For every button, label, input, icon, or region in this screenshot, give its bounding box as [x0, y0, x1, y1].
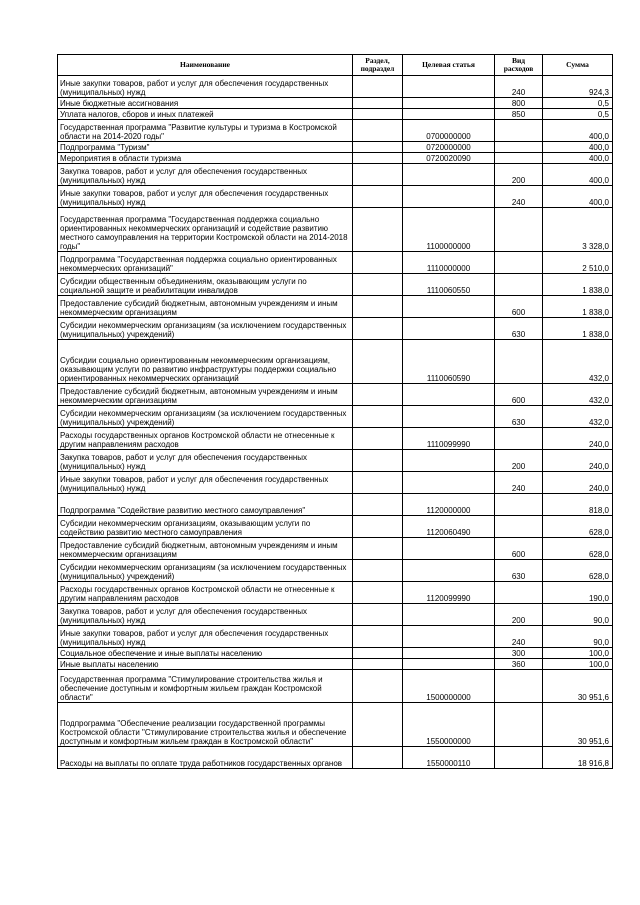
row-sum-cell: 240,0: [543, 472, 613, 494]
row-article-cell: [403, 384, 495, 406]
row-sum-cell: 18 916,8: [543, 747, 613, 769]
row-type-cell: [495, 582, 543, 604]
row-name-cell: Субсидии общественным объединениям, оказывающим услуги по социальной защите и реабилитации инвалидов: [58, 274, 353, 296]
row-name-cell: Уплата налогов, сборов и иных платежей: [58, 109, 353, 120]
table-row: [58, 494, 613, 516]
table-row: [58, 296, 613, 318]
row-type-cell: [495, 747, 543, 769]
table-row: [58, 406, 613, 428]
row-type-cell: [495, 153, 543, 164]
row-name-cell: Иные выплаты населению: [58, 659, 353, 670]
row-type-cell: [495, 340, 543, 384]
row-section-cell: [353, 516, 403, 538]
row-article-cell: [403, 626, 495, 648]
row-name-cell: Иные закупки товаров, работ и услуг для обеспечения государственных (муниципальных) нужд: [58, 626, 353, 648]
row-section-cell: [353, 296, 403, 318]
row-section-cell: [353, 274, 403, 296]
row-name-cell: Субсидии некоммерческим организациям (за исключением государственных (муниципальных) учреждений): [58, 560, 353, 582]
row-article-cell: 1120000000: [403, 494, 495, 516]
row-sum-cell: 3 328,0: [543, 208, 613, 252]
row-name-cell: Подпрограмма "Туризм": [58, 142, 353, 153]
row-article-cell: [403, 450, 495, 472]
row-type-cell: 600: [495, 384, 543, 406]
row-article-cell: 1500000000: [403, 670, 495, 703]
row-section-cell: [353, 164, 403, 186]
budget-table: [57, 54, 613, 769]
row-type-cell: [495, 670, 543, 703]
table-row: [58, 538, 613, 560]
row-name-cell: Подпрограмма "Обеспечение реализации государственной программы Костромской области "Стимулирование строительства жилья и обеспечение доступным и комфортным жильем граждан в Костромской области": [58, 703, 353, 747]
row-section-cell: [353, 252, 403, 274]
row-type-cell: [495, 516, 543, 538]
header-type: Вид расходов: [495, 55, 543, 76]
table-row: [58, 274, 613, 296]
table-row: [58, 384, 613, 406]
row-name-cell: Подпрограмма "Содействие развитию местного самоуправления": [58, 494, 353, 516]
row-article-cell: [403, 406, 495, 428]
row-type-cell: 200: [495, 450, 543, 472]
row-article-cell: 0720000000: [403, 142, 495, 153]
row-section-cell: [353, 604, 403, 626]
row-sum-cell: 400,0: [543, 120, 613, 142]
table-row: [58, 626, 613, 648]
row-sum-cell: 432,0: [543, 384, 613, 406]
row-article-cell: [403, 98, 495, 109]
row-type-cell: 300: [495, 648, 543, 659]
row-section-cell: [353, 384, 403, 406]
row-section-cell: [353, 76, 403, 98]
row-name-cell: Государственная программа "Развитие культуры и туризма в Костромской области на 2014-2020 годы": [58, 120, 353, 142]
row-section-cell: [353, 406, 403, 428]
row-section-cell: [353, 659, 403, 670]
row-section-cell: [353, 450, 403, 472]
table-row: [58, 560, 613, 582]
row-name-cell: Субсидии социально ориентированным некоммерческим организациям, оказывающим услуги по развитию инфраструктуры поддержки социально ориентированных некоммерческих организаций: [58, 340, 353, 384]
table-row: [58, 516, 613, 538]
row-sum-cell: 628,0: [543, 538, 613, 560]
row-name-cell: Субсидии некоммерческим организациям (за исключением государственных (муниципальных) учреждений): [58, 406, 353, 428]
row-sum-cell: 628,0: [543, 560, 613, 582]
row-article-cell: 1100000000: [403, 208, 495, 252]
row-sum-cell: 2 510,0: [543, 252, 613, 274]
table-row: [58, 604, 613, 626]
row-article-cell: [403, 109, 495, 120]
row-sum-cell: 432,0: [543, 406, 613, 428]
row-sum-cell: 100,0: [543, 659, 613, 670]
row-article-cell: [403, 164, 495, 186]
row-section-cell: [353, 670, 403, 703]
row-name-cell: Иные закупки товаров, работ и услуг для обеспечения государственных (муниципальных) нужд: [58, 186, 353, 208]
row-type-cell: 200: [495, 604, 543, 626]
row-article-cell: 1110000000: [403, 252, 495, 274]
row-name-cell: Предоставление субсидий бюджетным, автономным учреждениям и иным некоммерческим организациям: [58, 296, 353, 318]
header-name: Наименование: [58, 55, 353, 76]
table-row: [58, 186, 613, 208]
table-row: [58, 142, 613, 153]
row-article-cell: 1110060550: [403, 274, 495, 296]
row-type-cell: 360: [495, 659, 543, 670]
row-type-cell: [495, 252, 543, 274]
table-row: [58, 109, 613, 120]
row-section-cell: [353, 703, 403, 747]
table-row: [58, 164, 613, 186]
table-row: [58, 670, 613, 703]
table-row: [58, 252, 613, 274]
row-sum-cell: 30 951,6: [543, 703, 613, 747]
table-row: [58, 153, 613, 164]
row-section-cell: [353, 208, 403, 252]
row-section-cell: [353, 186, 403, 208]
row-sum-cell: 924,3: [543, 76, 613, 98]
row-article-cell: [403, 296, 495, 318]
row-type-cell: 240: [495, 186, 543, 208]
row-name-cell: Иные бюджетные ассигнования: [58, 98, 353, 109]
row-article-cell: [403, 648, 495, 659]
row-sum-cell: 0,5: [543, 109, 613, 120]
row-sum-cell: 100,0: [543, 648, 613, 659]
row-name-cell: Расходы на выплаты по оплате труда работников государственных органов: [58, 747, 353, 769]
row-name-cell: Иные закупки товаров, работ и услуг для обеспечения государственных (муниципальных) нужд: [58, 76, 353, 98]
row-type-cell: [495, 428, 543, 450]
row-type-cell: [495, 274, 543, 296]
row-name-cell: Субсидии некоммерческим организациям (за исключением государственных (муниципальных) учреждений): [58, 318, 353, 340]
table-row: [58, 98, 613, 109]
table-row: [58, 648, 613, 659]
row-section-cell: [353, 494, 403, 516]
row-article-cell: [403, 76, 495, 98]
row-type-cell: 600: [495, 538, 543, 560]
row-type-cell: 850: [495, 109, 543, 120]
row-sum-cell: 190,0: [543, 582, 613, 604]
row-type-cell: [495, 494, 543, 516]
row-article-cell: [403, 560, 495, 582]
row-section-cell: [353, 538, 403, 560]
row-sum-cell: 90,0: [543, 604, 613, 626]
row-type-cell: 630: [495, 318, 543, 340]
row-name-cell: Предоставление субсидий бюджетным, автономным учреждениям и иным некоммерческим организациям: [58, 384, 353, 406]
row-type-cell: 240: [495, 76, 543, 98]
row-sum-cell: 1 838,0: [543, 274, 613, 296]
table-row: [58, 582, 613, 604]
header-sum: Сумма: [543, 55, 613, 76]
row-sum-cell: 432,0: [543, 340, 613, 384]
row-article-cell: [403, 604, 495, 626]
row-sum-cell: 0,5: [543, 98, 613, 109]
header-article: Целевая статья: [403, 55, 495, 76]
row-article-cell: 1110099990: [403, 428, 495, 450]
row-name-cell: Закупка товаров, работ и услуг для обеспечения государственных (муниципальных) нужд: [58, 164, 353, 186]
row-sum-cell: 1 838,0: [543, 296, 613, 318]
row-type-cell: [495, 120, 543, 142]
row-section-cell: [353, 120, 403, 142]
row-name-cell: Расходы государственных органов Костромской области не отнесенные к другим направлениям расходов: [58, 582, 353, 604]
row-sum-cell: 1 838,0: [543, 318, 613, 340]
row-name-cell: Закупка товаров, работ и услуг для обеспечения государственных (муниципальных) нужд: [58, 450, 353, 472]
row-article-cell: [403, 318, 495, 340]
row-section-cell: [353, 428, 403, 450]
row-name-cell: Расходы государственных органов Костромской области не отнесенные к другим направлениям расходов: [58, 428, 353, 450]
row-type-cell: 200: [495, 164, 543, 186]
row-name-cell: Закупка товаров, работ и услуг для обеспечения государственных (муниципальных) нужд: [58, 604, 353, 626]
table-row: [58, 703, 613, 747]
row-name-cell: Социальное обеспечение и иные выплаты населению: [58, 648, 353, 659]
row-section-cell: [353, 472, 403, 494]
row-section-cell: [353, 142, 403, 153]
row-section-cell: [353, 98, 403, 109]
row-section-cell: [353, 648, 403, 659]
table-row: [58, 747, 613, 769]
row-sum-cell: 240,0: [543, 428, 613, 450]
row-section-cell: [353, 747, 403, 769]
row-article-cell: [403, 186, 495, 208]
row-article-cell: 0720020090: [403, 153, 495, 164]
row-name-cell: Мероприятия в области туризма: [58, 153, 353, 164]
row-section-cell: [353, 560, 403, 582]
table-row: [58, 318, 613, 340]
row-type-cell: 240: [495, 472, 543, 494]
row-section-cell: [353, 109, 403, 120]
table-row: [58, 340, 613, 384]
row-type-cell: 240: [495, 626, 543, 648]
table-row: [58, 428, 613, 450]
row-article-cell: [403, 538, 495, 560]
row-sum-cell: 400,0: [543, 186, 613, 208]
row-type-cell: 800: [495, 98, 543, 109]
table-row: [58, 450, 613, 472]
row-type-cell: [495, 703, 543, 747]
table-header-row: [58, 55, 613, 76]
header-section: Раздел, подраздел: [353, 55, 403, 76]
row-article-cell: 1120060490: [403, 516, 495, 538]
row-name-cell: Подпрограмма "Государственная поддержка социально ориентированных некоммерческих организаций": [58, 252, 353, 274]
row-type-cell: 600: [495, 296, 543, 318]
row-article-cell: 0700000000: [403, 120, 495, 142]
row-sum-cell: 240,0: [543, 450, 613, 472]
row-article-cell: 1120099990: [403, 582, 495, 604]
table-row: [58, 472, 613, 494]
row-sum-cell: 818,0: [543, 494, 613, 516]
row-section-cell: [353, 340, 403, 384]
row-name-cell: Государственная программа "Государственная поддержка социально ориентированных некоммерческих организаций и содействие развитию местного самоуправления на территории Костромской области на 2014-2018 годы": [58, 208, 353, 252]
table-row: [58, 120, 613, 142]
row-section-cell: [353, 582, 403, 604]
row-name-cell: Субсидии некоммерческим организациям, оказывающим услуги по содействию развитию местного самоуправления: [58, 516, 353, 538]
row-type-cell: 630: [495, 560, 543, 582]
row-name-cell: Иные закупки товаров, работ и услуг для обеспечения государственных (муниципальных) нужд: [58, 472, 353, 494]
row-article-cell: 1110060590: [403, 340, 495, 384]
row-type-cell: [495, 208, 543, 252]
row-sum-cell: 400,0: [543, 142, 613, 153]
row-section-cell: [353, 318, 403, 340]
row-section-cell: [353, 626, 403, 648]
table-row: [58, 659, 613, 670]
row-article-cell: [403, 472, 495, 494]
table-row: [58, 76, 613, 98]
row-article-cell: 1550000110: [403, 747, 495, 769]
row-sum-cell: 30 951,6: [543, 670, 613, 703]
row-sum-cell: 628,0: [543, 516, 613, 538]
row-sum-cell: 400,0: [543, 153, 613, 164]
row-name-cell: Предоставление субсидий бюджетным, автономным учреждениям и иным некоммерческим организациям: [58, 538, 353, 560]
row-article-cell: 1550000000: [403, 703, 495, 747]
row-sum-cell: 90,0: [543, 626, 613, 648]
row-type-cell: 630: [495, 406, 543, 428]
row-article-cell: [403, 659, 495, 670]
row-name-cell: Государственная программа "Стимулирование строительства жилья и обеспечение доступным и комфортным жильем граждан Костромской области": [58, 670, 353, 703]
table-row: [58, 208, 613, 252]
row-sum-cell: 400,0: [543, 164, 613, 186]
row-section-cell: [353, 153, 403, 164]
table-body: [58, 76, 613, 769]
row-type-cell: [495, 142, 543, 153]
